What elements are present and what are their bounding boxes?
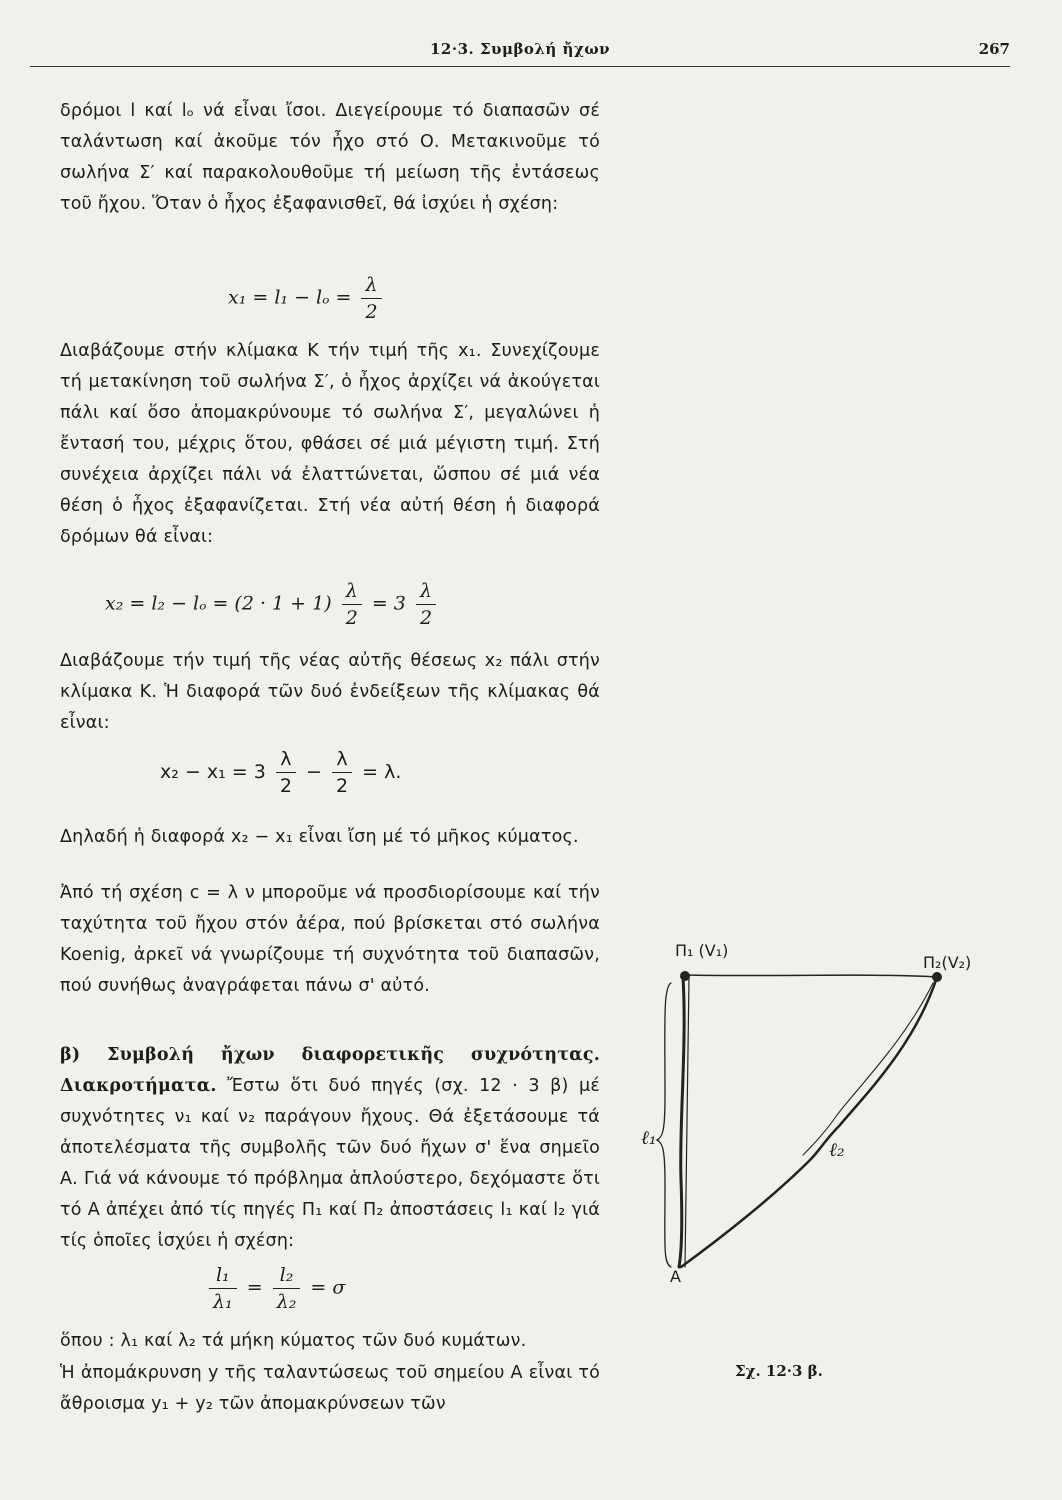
equation-ratio-denominator-1: λ₁ [209,1288,237,1315]
source-2-label: Π₂(V₂) [923,953,972,972]
source-1-dot [680,971,690,981]
equation-difference-numerator-1: λ [280,748,292,770]
equation-difference-denominator-2: 2 [332,772,352,799]
equation-ratio-right: = σ [310,1276,346,1299]
paragraph-6 [60,1040,600,1257]
equation-ratio-denominator-2: λ₂ [273,1288,301,1315]
equation-ratio-numerator-2: l₂ [279,1264,294,1286]
paragraph-7: ὅπου : λ₁ καί λ₂ τά μήκη κύματος τῶν δυό κυμάτων. [60,1331,527,1351]
figure-caption: Σχ. 12·3 β. [735,1362,823,1380]
equation-x1-numerator: λ [365,274,378,296]
equation-x2-mid: = 3 [371,592,406,615]
path-l1 [679,977,684,1267]
brace-l1 [657,983,671,1267]
equation-difference-left: x₂ − x₁ = 3 [160,761,266,783]
equation-ratio-fraction-1 [209,1262,237,1315]
equation-x2-numerator-1: λ [345,580,358,602]
header-rule [30,66,1010,67]
figure-diagram [615,925,1015,1285]
paragraph-5: Ἀπό τή σχέση c = λ ν μποροῦμε νά προσδιορίσουμε καί τήν ταχύτητα τοῦ ἤχου στόν ἀέρα, πού βρίσκεται στό σωλήνα Koenig, ἀρκεῖ νά γνωρίζουμε τή συχνότητα τοῦ διαπασῶν, πού συνήθως ἀναγράφεται πάνω σ' αὐτό. [60,883,600,996]
equation-x2-numerator-2: λ [419,580,432,602]
point-a-label: Α [670,1267,681,1286]
equation-difference-numerator-2: λ [336,748,348,770]
l2-label: ℓ₂ [829,1139,845,1161]
equation-x2-denominator-2: 2 [416,604,436,631]
equation-x2 [105,578,440,631]
equation-ratio-equals: = [246,1276,263,1299]
path-l1-inner [685,977,689,1267]
running-header-title: 12·3. Συμβολή ἤχων [429,40,611,58]
equation-x1-left: x₁ = l₁ − lₒ = [228,286,352,309]
paragraph-4: Δηλαδή ἡ διαφορά x₂ − x₁ εἶναι ἴση μέ τό μῆκος κύματος. [60,827,579,847]
path-l2-inner [803,983,933,1155]
figure-12-3b [615,925,1015,1285]
equation-x1-fraction [361,272,381,325]
equation-ratio-fraction-2 [273,1262,301,1315]
l1-label: ℓ₁ [641,1127,657,1149]
source-1-label: Π₁ (V₁) [675,941,729,960]
equation-x2-denominator-1: 2 [342,604,362,631]
paragraph-8: Ἡ ἀπομάκρυνση y τῆς ταλαντώσεως τοῦ σημείου Α εἶναι τό ἄθροισμα y₁ + y₂ τῶν ἀπομακρύνσεων τῶν [60,1363,600,1414]
equation-x2-fraction-1 [342,578,362,631]
paragraph-1: δρόμοι l καί lₒ νά εἶναι ἴσοι. Διεγείρουμε τό διαπασῶν σέ ταλάντωση καί ἀκοῦμε τόν ἦχο στό Ο. Μετακινοῦμε τό σωλήνα Σ′ καί παρακολουθοῦμε τή μείωση τῆς ἐντάσεως τοῦ ἤχου. Ὅταν ὁ ἦχος ἐξαφανισθεῖ, θά ἰσχύει ἡ σχέση: [60,101,600,214]
equation-difference-denominator-1: 2 [276,772,296,799]
equation-x1 [228,272,386,325]
equation-difference-fraction-2 [332,746,352,799]
paragraph-2: Διαβάζουμε στήν κλίμακα Κ τήν τιμή τῆς x₁. Συνεχίζουμε τή μετακίνηση τοῦ σωλήνα Σ′, ὁ ἦχος ἀρχίζει νά ἀκούγεται πάλι καί ὅσο ἀπομακρύνουμε τό σωλήνα Σ′, μεγαλώνει ἡ ἔντασή του, μέχρις ὅτου, φθάσει σέ μιά μέγιστη τιμή. Στή συνέχεια ἀρχίζει πάλι νά ἐλαττώνεται, ὥσπου σέ μιά νέα θέση ὁ ἦχος ἐξαφανίζεται. Στή νέα αὐτή θέση ἡ διαφορά δρόμων θά εἶναι: [60,341,600,547]
equation-ratio [205,1262,345,1315]
path-source-line [685,975,937,977]
page-number: 267 [978,40,1010,58]
equation-ratio-numerator-1: l₁ [215,1264,230,1286]
equation-difference-fraction-1 [276,746,296,799]
equation-difference [160,746,401,799]
paragraph-3: Διαβάζουμε τήν τιμή τῆς νέας αὐτῆς θέσεως x₂ πάλι στήν κλίμακα Κ. Ἡ διαφορά τῶν δυό ἐνδείξεων τῆς κλίμακας θά εἶναι: [60,651,600,733]
section-heading-beats: β) Συμβολή ἤχων διαφορετικῆς συχνότητας. Διακροτήματα. [60,1045,600,1096]
path-l2 [681,977,937,1267]
paragraph-6-body: Ἔστω ὅτι δυό πηγές (σχ. 12 · 3 β) μέ συχνότητες ν₁ καί ν₂ παράγουν ἤχους. Θά ἐξετάσουμε τά ἀποτελέσματα τῆς συμβολῆς τῶν δυό ἤχων σ' ἕνα σημεῖο Α. Γιά νά κάνουμε τό πρόβλημα ἁπλούστερο, δεχόμαστε ὅτι τό Α ἀπέχει ἀπό τίς πηγές Π₁ καί Π₂ ἀποστάσεις l₁ καί l₂ γιά τίς ὁποῖες ἰσχύει ἡ σχέση: [60,1076,600,1251]
equation-difference-minus: − [306,761,322,783]
equation-x2-left: x₂ = l₂ − lₒ = (2 · 1 + 1) [105,592,332,615]
equation-x1-denominator: 2 [361,298,381,325]
equation-x2-fraction-2 [416,578,436,631]
equation-difference-right: = λ. [362,761,402,783]
source-2-dot [932,972,942,982]
